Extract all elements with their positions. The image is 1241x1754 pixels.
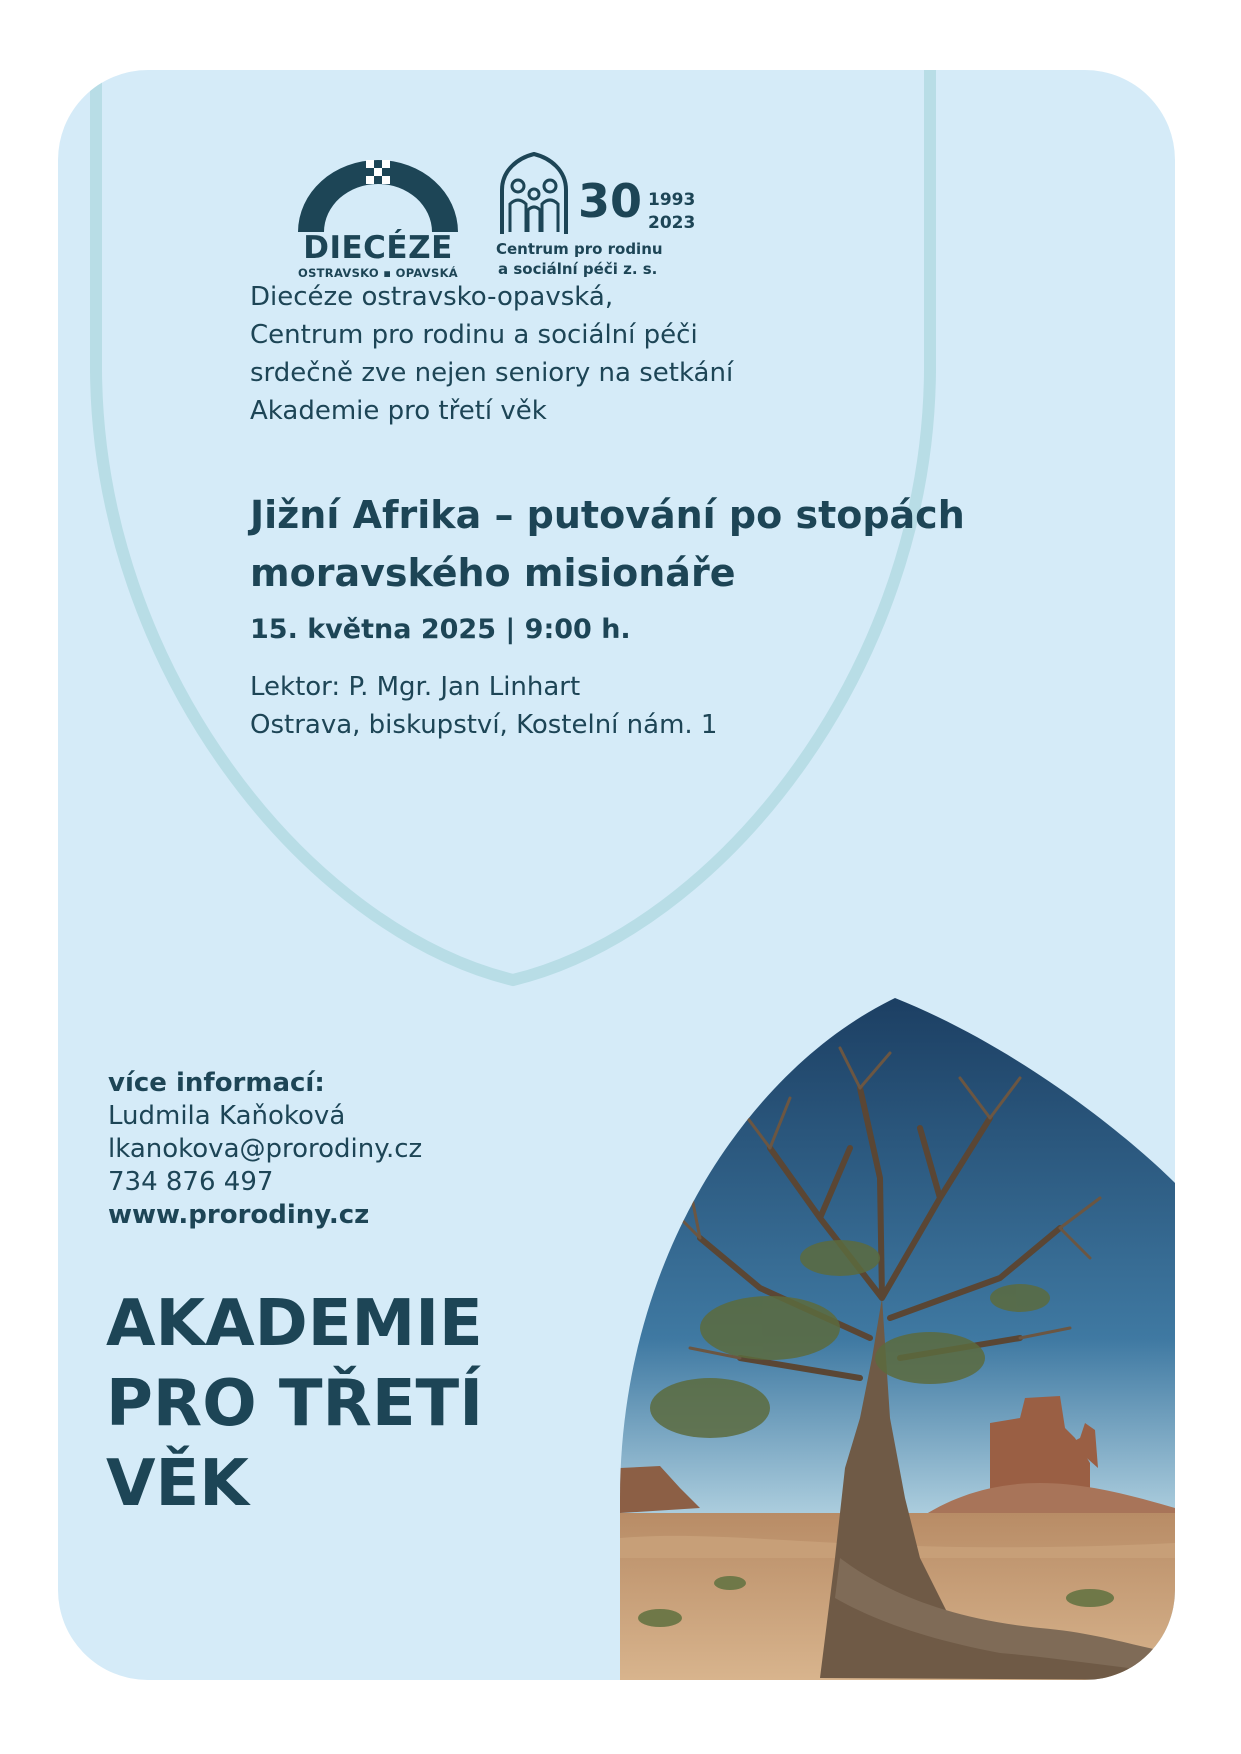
event-place: Ostrava, biskupství, Kostelní nám. 1 — [250, 710, 718, 740]
poster-card — [58, 70, 1175, 1680]
event-title-line-2: moravského misionáře — [250, 551, 736, 595]
event-date: 15. května 2025 | 9:00 h. — [250, 614, 631, 645]
event-title-line-1: Jižní Afrika – putování po stopách — [250, 493, 965, 537]
program-name-line-1: AKADEMIE — [106, 1287, 483, 1361]
intro-line-2: Centrum pro rodinu a sociální péči — [250, 320, 698, 350]
intro-line-4: Akademie pro třetí věk — [250, 396, 547, 426]
dieceze-logo-name: DIECÉZE — [303, 230, 453, 266]
anniversary-year-to: 2023 — [648, 213, 696, 233]
centrum-name-line1: Centrum pro rodinu — [496, 240, 663, 258]
intro-line-3: srdečně zve nejen seniory na setkání — [250, 358, 734, 388]
event-lector: Lektor: P. Mgr. Jan Linhart — [250, 672, 581, 702]
centrum-family-logo-icon — [494, 152, 574, 238]
contact-phone[interactable]: 734 876 497 — [108, 1167, 274, 1197]
program-name-line-3: VĚK — [106, 1447, 249, 1521]
program-name-line-2: PRO TŘETÍ — [106, 1367, 483, 1441]
contact-heading: více informací: — [108, 1068, 325, 1098]
contact-email[interactable]: lkanokova@prorodiny.cz — [108, 1134, 423, 1164]
tree-desert-photo — [620, 998, 1175, 1680]
centrum-name-line2: a sociální péči z. s. — [498, 260, 658, 278]
intro-line-1: Diecéze ostravsko-opavská, — [250, 282, 614, 312]
contact-person: Ludmila Kaňoková — [108, 1101, 346, 1131]
anniversary-number: 30 — [578, 174, 643, 228]
dieceze-logo-subtitle: OSTRAVSKO ▪ OPAVSKÁ — [298, 266, 458, 280]
anniversary-year-from: 1993 — [648, 190, 696, 210]
contact-website[interactable]: www.prorodiny.cz — [108, 1200, 370, 1230]
